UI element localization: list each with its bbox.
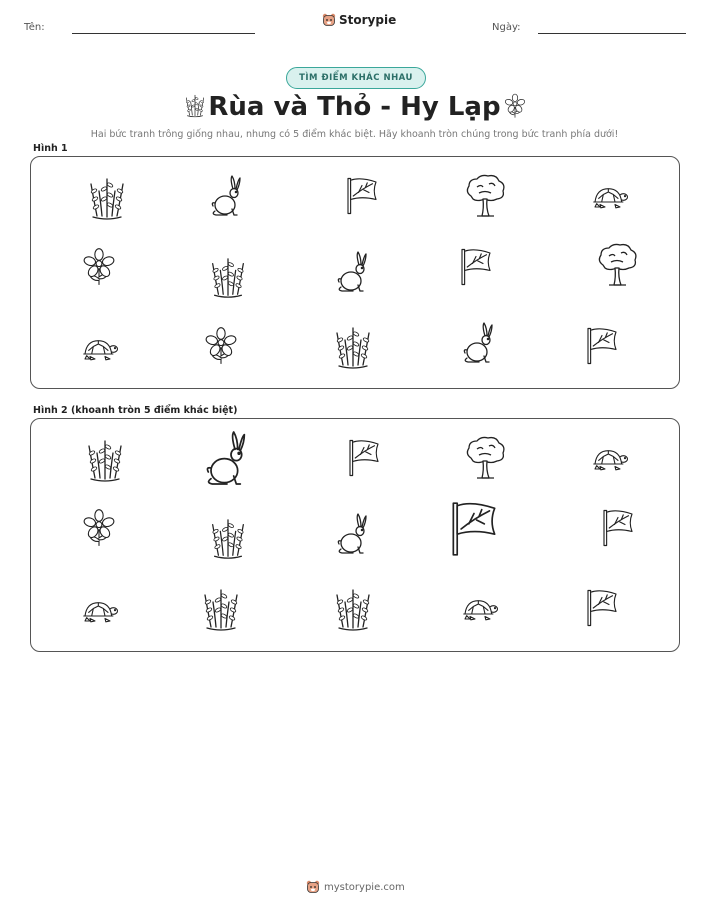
fern-icon (197, 585, 245, 635)
flag-icon (343, 436, 385, 480)
name-field[interactable] (72, 33, 255, 34)
rabbit-icon (329, 247, 377, 299)
date-field[interactable] (538, 33, 686, 34)
name-label: Tên: (24, 22, 45, 33)
flower-icon (79, 245, 119, 289)
flower-icon (79, 505, 119, 551)
turtle-icon (585, 177, 635, 217)
flag-icon (581, 585, 623, 631)
rabbit-icon (455, 317, 503, 371)
flower-icon (201, 323, 241, 369)
activity-badge: TÌM ĐIỂM KHÁC NHAU (286, 67, 426, 89)
rabbit-icon (203, 171, 251, 223)
fern-icon (81, 437, 129, 485)
tree-icon (461, 172, 509, 220)
date-label: Ngày: (492, 22, 521, 33)
fern-icon (205, 515, 251, 563)
picture-2-panel (30, 418, 680, 652)
flag-icon (597, 505, 639, 551)
instructions: Hai bức tranh trông giống nhau, nhưng có 5 điểm khác biệt. Hãy khoanh tròn chúng trong bức tranh phía dưới! (90, 129, 619, 140)
fern-icon (329, 323, 377, 373)
page-title: Rùa và Thỏ - Hy Lạp (208, 92, 501, 122)
flag-icon (443, 495, 505, 563)
turtle-icon (585, 439, 635, 479)
tree-icon (593, 239, 641, 291)
flower-icon (502, 93, 528, 119)
fern-icon (83, 175, 131, 223)
fern-icon (329, 585, 377, 635)
picture-1-label: Hình 1 (33, 143, 68, 154)
brand-name: Storypie (339, 13, 397, 27)
bear-logo-icon (306, 880, 320, 894)
footer (306, 880, 405, 894)
tree-icon (461, 434, 509, 482)
rabbit-icon (329, 509, 377, 561)
flag-icon (341, 174, 383, 218)
bear-logo-icon (322, 13, 336, 27)
flag-icon (581, 323, 623, 369)
flag-icon (455, 245, 497, 289)
fern-icon (205, 255, 251, 301)
turtle-icon (455, 589, 505, 629)
turtle-icon (75, 591, 125, 631)
footer-site[interactable]: mystorypie.com (324, 881, 405, 893)
turtle-icon (75, 329, 125, 369)
picture-1-panel (30, 156, 680, 389)
picture-2-label: Hình 2 (khoanh tròn 5 điểm khác biệt) (33, 405, 238, 416)
brand-logo (322, 13, 396, 27)
rabbit-icon (195, 423, 259, 497)
